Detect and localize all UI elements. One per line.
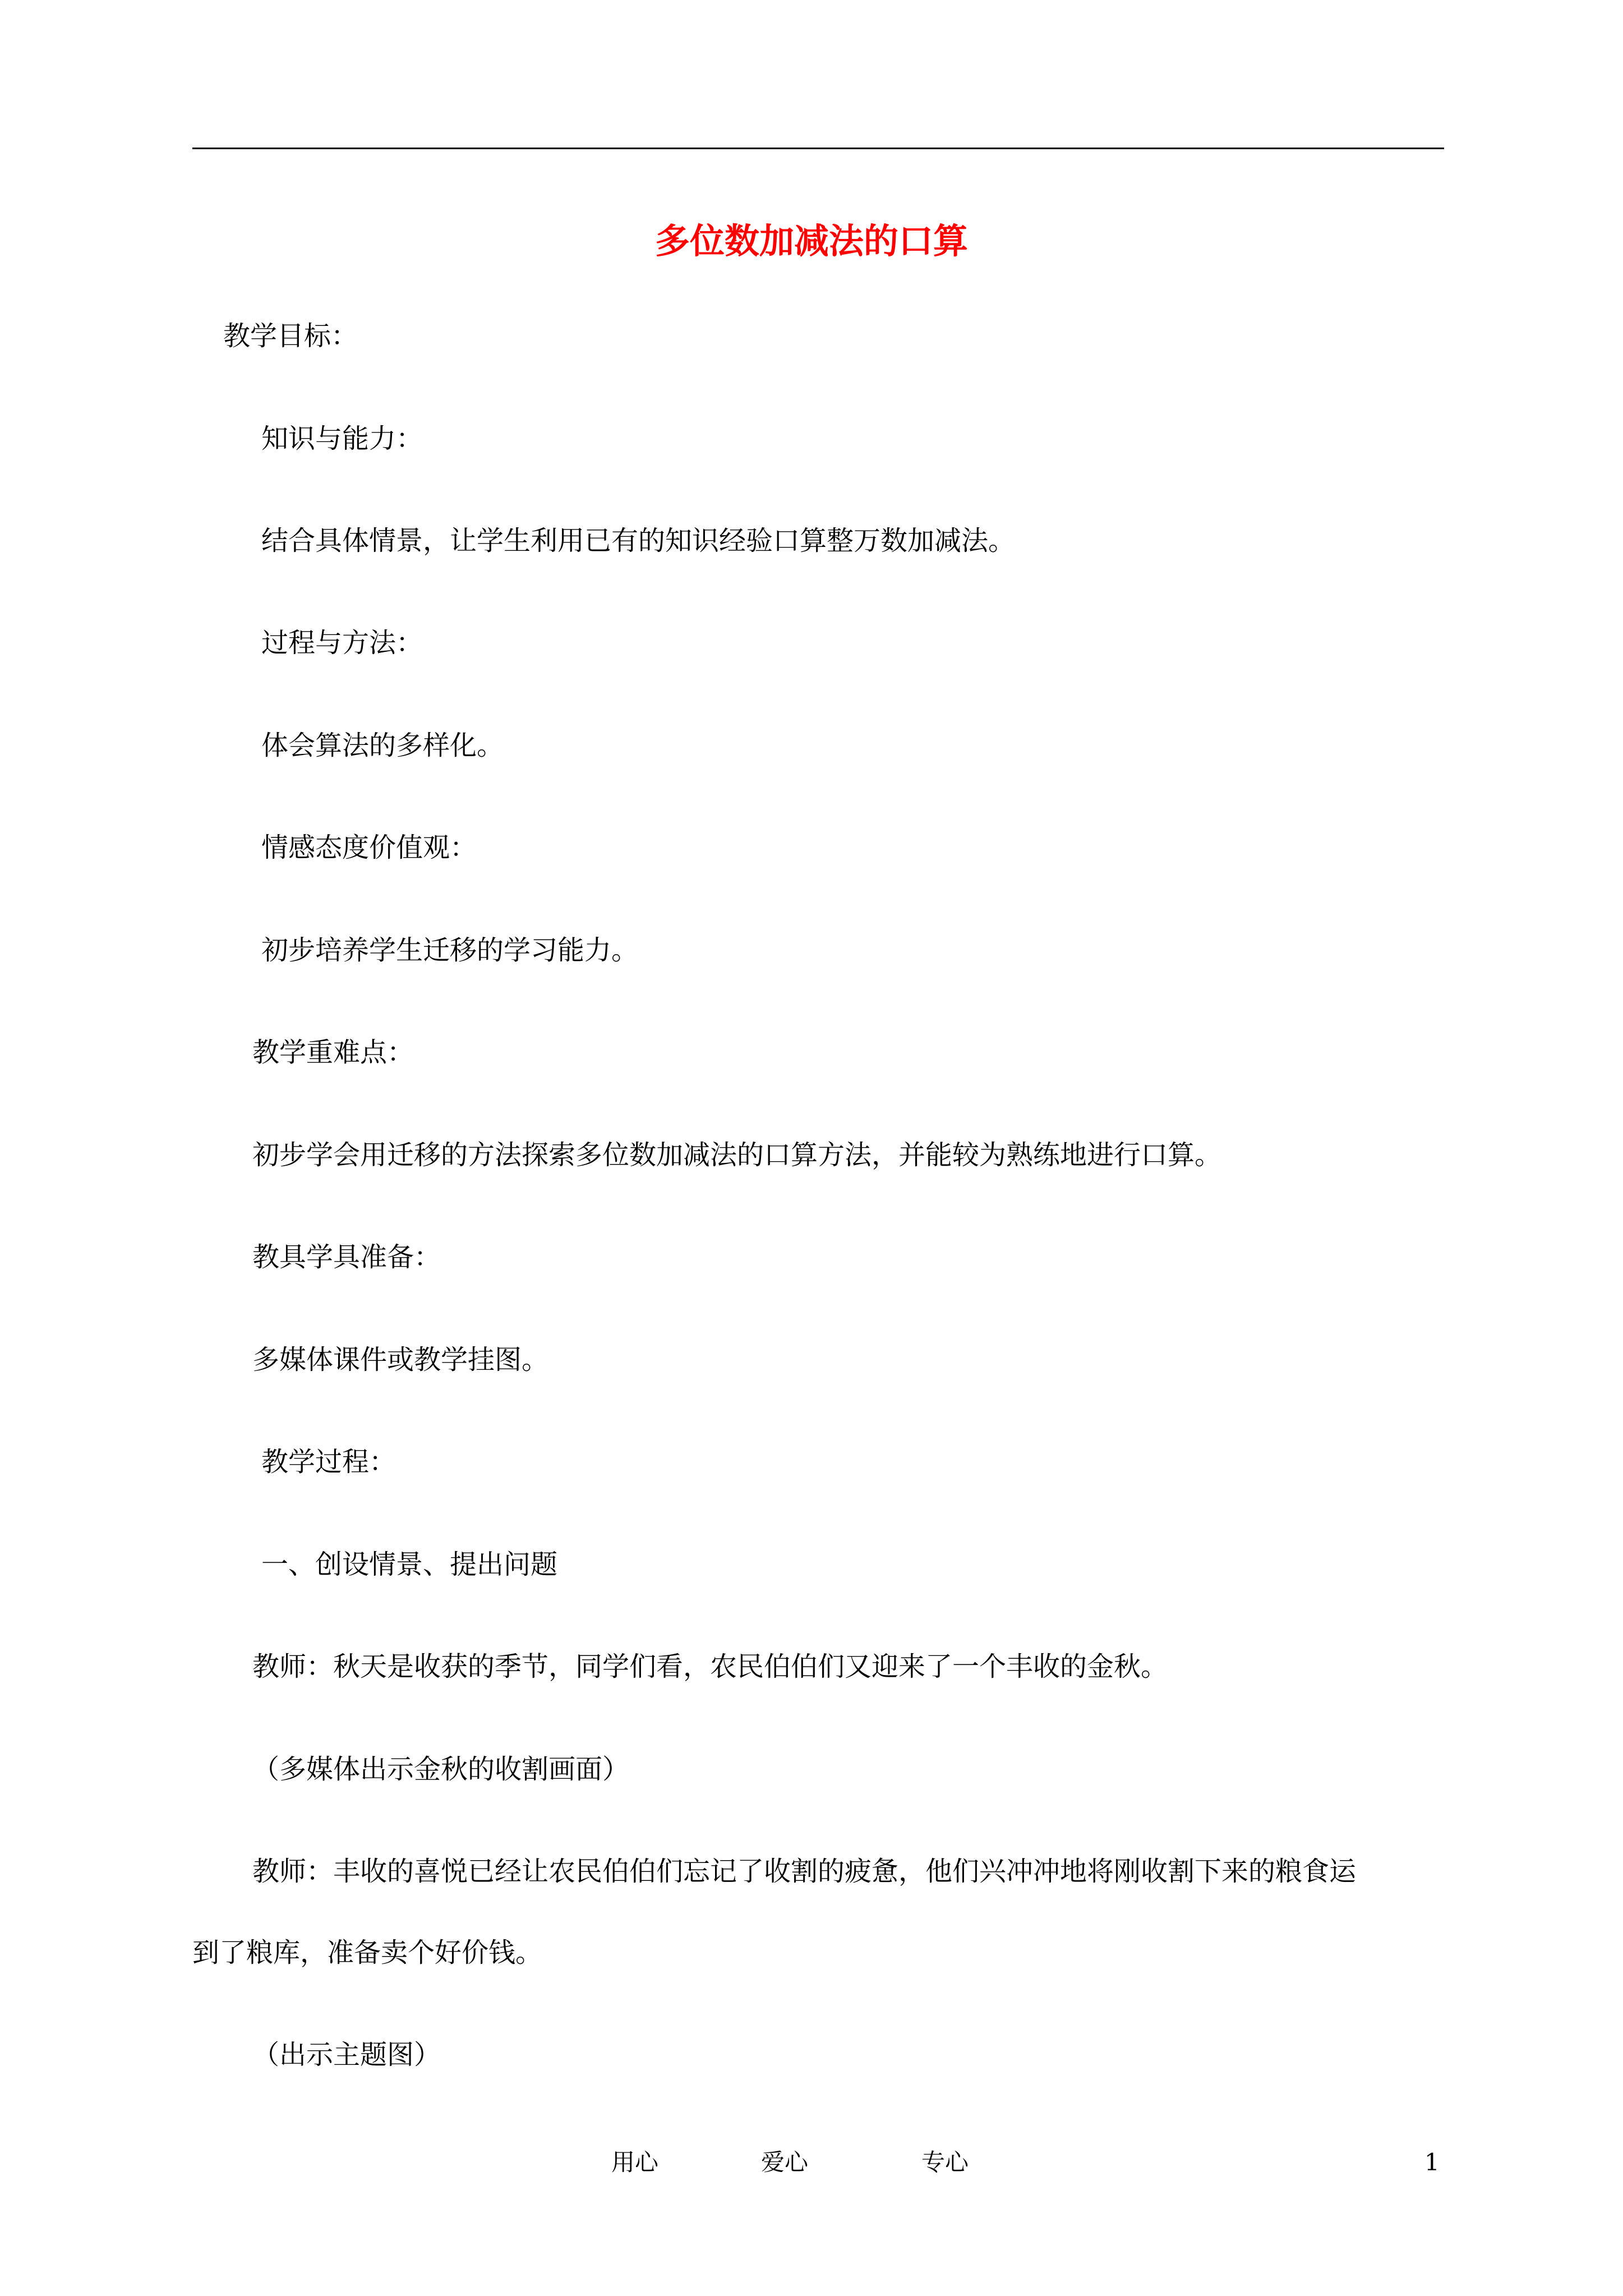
footer-motto-3: 专心 bbox=[921, 2148, 969, 2176]
paragraph-process-method: 体会算法的多样化。 bbox=[261, 730, 504, 761]
paragraph-teacher-2-line-1: 教师：丰收的喜悦已经让农民伯伯们忘记了收割的疲惫，他们兴冲冲地将刚收割下来的粮食运 bbox=[252, 1856, 1357, 1887]
paragraph-teaching-aids: 多媒体课件或教学挂图。 bbox=[252, 1344, 549, 1375]
header-rule bbox=[192, 148, 1444, 149]
page-number: 1 bbox=[1424, 2148, 1440, 2176]
footer-motto-2: 爱心 bbox=[761, 2148, 809, 2176]
heading-teaching-process: 教学过程： bbox=[261, 1446, 396, 1478]
heading-teaching-goals: 教学目标： bbox=[223, 320, 358, 352]
heading-teaching-aids: 教具学具准备： bbox=[252, 1241, 441, 1273]
document-title: 多位数加减法的口算 bbox=[654, 220, 968, 261]
subheading-knowledge-ability: 知识与能力： bbox=[261, 423, 423, 454]
paragraph-media-note-2: （出示主题图） bbox=[252, 2039, 441, 2070]
paragraph-teacher-1: 教师：秋天是收获的季节，同学们看，农民伯伯们又迎来了一个丰收的金秋。 bbox=[252, 1651, 1168, 1682]
paragraph-attitude-values: 初步培养学生迁移的学习能力。 bbox=[261, 935, 639, 966]
section-heading-1: 一、创设情景、提出问题 bbox=[261, 1549, 558, 1580]
paragraph-key-difficulties: 初步学会用迁移的方法探索多位数加减法的口算方法，并能较为熟练地进行口算。 bbox=[252, 1139, 1222, 1171]
subheading-attitude-values: 情感态度价值观： bbox=[261, 832, 477, 863]
paragraph-teacher-2-line-2: 到了粮库，准备卖个好价钱。 bbox=[192, 1937, 543, 1968]
paragraph-media-note-1: （多媒体出示金秋的收割画面） bbox=[252, 1754, 630, 1785]
paragraph-knowledge-ability: 结合具体情景，让学生利用已有的知识经验口算整万数加减法。 bbox=[261, 525, 1016, 556]
heading-key-difficulties: 教学重难点： bbox=[252, 1037, 414, 1068]
subheading-process-method: 过程与方法： bbox=[261, 627, 423, 659]
footer-motto-1: 用心 bbox=[611, 2148, 659, 2176]
